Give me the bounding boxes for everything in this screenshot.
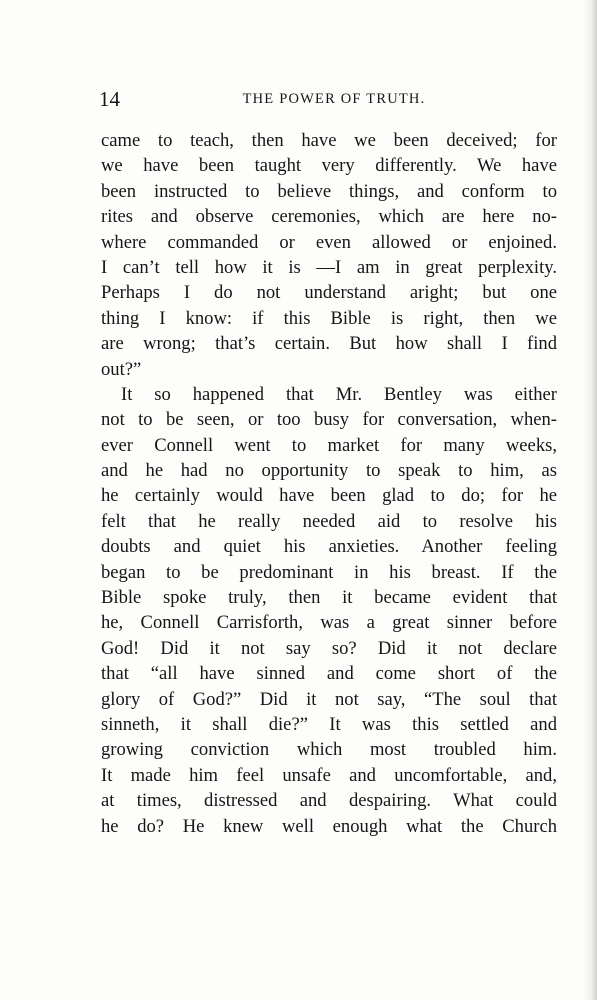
text-line: at times, distressed and despairing. What could [101,790,557,812]
text-line: and he had no opportunity to speak to him, as [101,460,557,482]
text-line: I can’t tell how it is —I am in great perplexity. [101,256,557,278]
text-line: began to be predominant in his breast. If the [101,561,557,583]
text-line: that “all have sinned and come short of the [101,663,557,685]
text-line: he certainly would have been glad to do; for he [101,485,557,507]
text-line: he, Connell Carrisforth, was a great sinner before [101,612,557,634]
text-line: we have been taught very differently. We have [101,155,557,177]
text-line: where commanded or even allowed or enjoined. [101,231,557,253]
text-line: are wrong; that’s certain. But how shall I find [101,333,557,355]
text-line: been instructed to believe things, and conform to [101,180,557,202]
text-line: came to teach, then have we been deceived; for [101,130,557,151]
text-line: not to be seen, or too busy for conversation, when- [101,409,557,431]
text-line: Perhaps I do not understand aright; but one [101,282,557,304]
text-line: growing conviction which most troubled him. [101,739,557,761]
text-line: felt that he really needed aid to resolve his [101,510,557,532]
text-line: Bible spoke truly, then it became evident that [101,587,557,609]
text-line: sinneth, it shall die?” It was this settled and [101,713,557,735]
paragraph-start-line: It so happened that Mr. Bentley was either [121,383,557,405]
text-line: rites and observe ceremonies, which are here no- [101,206,557,228]
running-title: THE POWER OF TRUTH. [242,91,426,107]
page-body-text [101,128,557,839]
text-line: doubts and quiet his anxieties. Another feeling [101,536,557,558]
text-line: he do? He knew well enough what the Church [101,815,557,837]
page-header [99,84,557,114]
page-edge-shadow [583,0,597,1000]
text-line: glory of God?” Did it not say, “The soul that [101,688,557,710]
text-line: God! Did it not say so? Did it not declare [101,637,557,659]
text-line: thing I know: if this Bible is right, then we [101,307,557,329]
text-line: ever Connell went to market for many weeks, [101,434,557,456]
text-line: It made him feel unsafe and uncomfortable, and, [101,764,557,786]
text-line: out?” [101,358,142,380]
page-number: 14 [99,87,120,111]
